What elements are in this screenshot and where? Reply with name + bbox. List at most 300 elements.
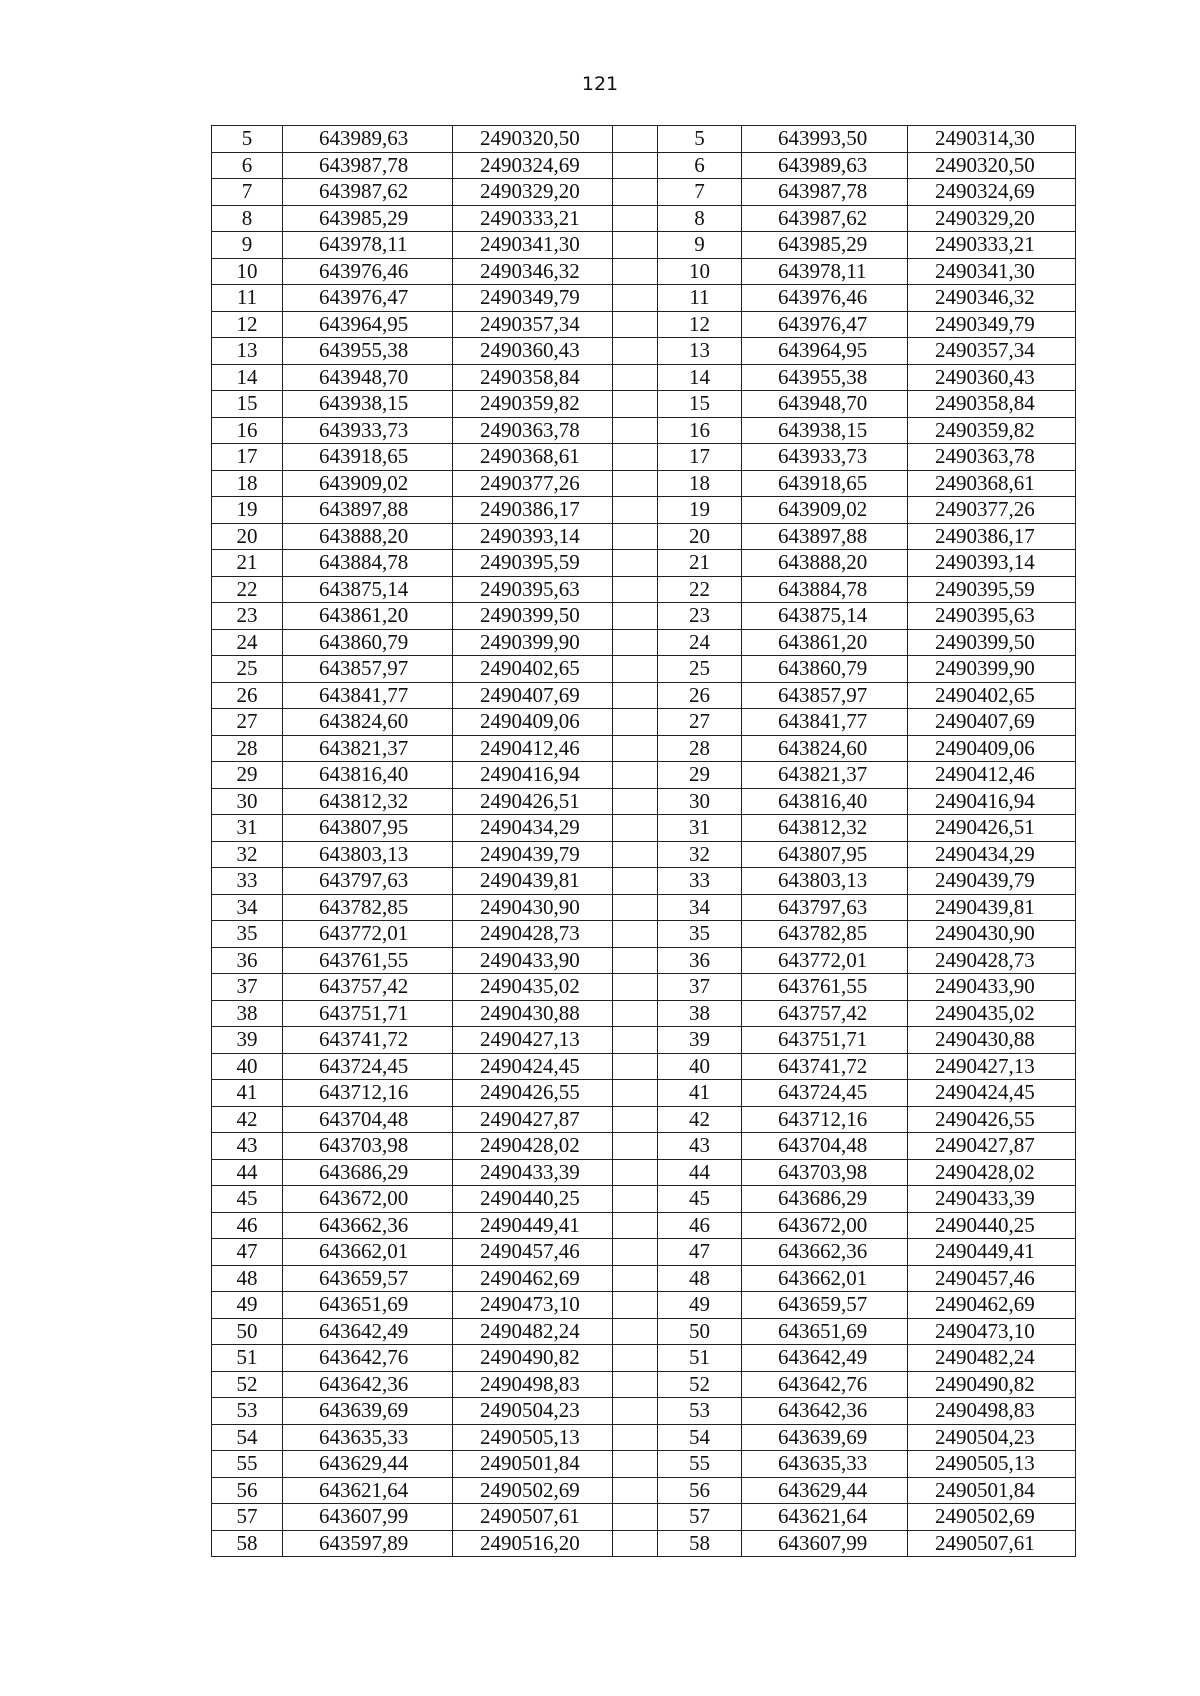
point-number-b-cell: 25 — [658, 656, 742, 683]
point-number-b-cell: 55 — [658, 1451, 742, 1478]
table-row — [212, 921, 1076, 948]
point-number-b-cell: 33 — [658, 868, 742, 895]
column-gap-cell — [613, 974, 658, 1001]
point-number-a-cell: 46 — [212, 1212, 283, 1239]
coordinates-table — [211, 125, 1076, 1557]
column-gap-cell — [613, 550, 658, 577]
x-coordinate-a-cell: 643642,76 — [283, 1345, 453, 1372]
y-coordinate-a-cell: 2490329,20 — [453, 179, 613, 206]
x-coordinate-b-cell: 643985,29 — [742, 232, 908, 259]
column-gap-cell — [613, 179, 658, 206]
column-gap-cell — [613, 1504, 658, 1531]
y-coordinate-a-cell: 2490320,50 — [453, 126, 613, 153]
y-coordinate-a-cell: 2490399,90 — [453, 629, 613, 656]
point-number-a-cell: 31 — [212, 815, 283, 842]
x-coordinate-b-cell: 643704,48 — [742, 1133, 908, 1160]
x-coordinate-a-cell: 643985,29 — [283, 205, 453, 232]
x-coordinate-a-cell: 643888,20 — [283, 523, 453, 550]
column-gap-cell — [613, 1265, 658, 1292]
table-row — [212, 868, 1076, 895]
table-row — [212, 1106, 1076, 1133]
table-row — [212, 735, 1076, 762]
point-number-a-cell: 7 — [212, 179, 283, 206]
column-gap-cell — [613, 947, 658, 974]
point-number-b-cell: 47 — [658, 1239, 742, 1266]
y-coordinate-a-cell: 2490346,32 — [453, 258, 613, 285]
point-number-b-cell: 15 — [658, 391, 742, 418]
x-coordinate-b-cell: 643607,99 — [742, 1530, 908, 1557]
y-coordinate-b-cell: 2490439,79 — [908, 868, 1076, 895]
column-gap-cell — [613, 709, 658, 736]
y-coordinate-a-cell: 2490399,50 — [453, 603, 613, 630]
x-coordinate-b-cell: 643875,14 — [742, 603, 908, 630]
column-gap-cell — [613, 1239, 658, 1266]
x-coordinate-b-cell: 643933,73 — [742, 444, 908, 471]
point-number-a-cell: 13 — [212, 338, 283, 365]
column-gap-cell — [613, 1053, 658, 1080]
x-coordinate-b-cell: 643993,50 — [742, 126, 908, 153]
y-coordinate-a-cell: 2490412,46 — [453, 735, 613, 762]
x-coordinate-b-cell: 643976,46 — [742, 285, 908, 312]
y-coordinate-b-cell: 2490430,88 — [908, 1027, 1076, 1054]
x-coordinate-b-cell: 643897,88 — [742, 523, 908, 550]
y-coordinate-a-cell: 2490358,84 — [453, 364, 613, 391]
y-coordinate-b-cell: 2490399,50 — [908, 629, 1076, 656]
point-number-a-cell: 18 — [212, 470, 283, 497]
table-row — [212, 1530, 1076, 1557]
x-coordinate-b-cell: 643757,42 — [742, 1000, 908, 1027]
y-coordinate-b-cell: 2490428,73 — [908, 947, 1076, 974]
point-number-a-cell: 22 — [212, 576, 283, 603]
x-coordinate-b-cell: 643884,78 — [742, 576, 908, 603]
column-gap-cell — [613, 311, 658, 338]
y-coordinate-a-cell: 2490427,13 — [453, 1027, 613, 1054]
table-row — [212, 1424, 1076, 1451]
table-row — [212, 974, 1076, 1001]
column-gap-cell — [613, 470, 658, 497]
x-coordinate-a-cell: 643704,48 — [283, 1106, 453, 1133]
point-number-a-cell: 26 — [212, 682, 283, 709]
table-row — [212, 1027, 1076, 1054]
y-coordinate-a-cell: 2490349,79 — [453, 285, 613, 312]
point-number-a-cell: 56 — [212, 1477, 283, 1504]
x-coordinate-b-cell: 643812,32 — [742, 815, 908, 842]
table-row — [212, 762, 1076, 789]
table-row — [212, 1451, 1076, 1478]
y-coordinate-b-cell: 2490428,02 — [908, 1159, 1076, 1186]
point-number-b-cell: 10 — [658, 258, 742, 285]
column-gap-cell — [613, 1212, 658, 1239]
x-coordinate-b-cell: 643816,40 — [742, 788, 908, 815]
column-gap-cell — [613, 629, 658, 656]
y-coordinate-a-cell: 2490490,82 — [453, 1345, 613, 1372]
x-coordinate-a-cell: 643987,62 — [283, 179, 453, 206]
x-coordinate-a-cell: 643964,95 — [283, 311, 453, 338]
table-row — [212, 497, 1076, 524]
point-number-a-cell: 44 — [212, 1159, 283, 1186]
x-coordinate-a-cell: 643635,33 — [283, 1424, 453, 1451]
y-coordinate-a-cell: 2490433,39 — [453, 1159, 613, 1186]
x-coordinate-a-cell: 643797,63 — [283, 868, 453, 895]
table-row — [212, 338, 1076, 365]
x-coordinate-a-cell: 643803,13 — [283, 841, 453, 868]
x-coordinate-b-cell: 643621,64 — [742, 1504, 908, 1531]
point-number-b-cell: 43 — [658, 1133, 742, 1160]
x-coordinate-a-cell: 643976,46 — [283, 258, 453, 285]
point-number-a-cell: 50 — [212, 1318, 283, 1345]
point-number-a-cell: 53 — [212, 1398, 283, 1425]
y-coordinate-b-cell: 2490462,69 — [908, 1292, 1076, 1319]
x-coordinate-a-cell: 643812,32 — [283, 788, 453, 815]
point-number-a-cell: 39 — [212, 1027, 283, 1054]
point-number-b-cell: 30 — [658, 788, 742, 815]
x-coordinate-b-cell: 643987,62 — [742, 205, 908, 232]
y-coordinate-a-cell: 2490428,02 — [453, 1133, 613, 1160]
y-coordinate-b-cell: 2490426,51 — [908, 815, 1076, 842]
y-coordinate-a-cell: 2490393,14 — [453, 523, 613, 550]
point-number-b-cell: 5 — [658, 126, 742, 153]
x-coordinate-a-cell: 643621,64 — [283, 1477, 453, 1504]
x-coordinate-b-cell: 643635,33 — [742, 1451, 908, 1478]
column-gap-cell — [613, 391, 658, 418]
point-number-b-cell: 54 — [658, 1424, 742, 1451]
y-coordinate-a-cell: 2490333,21 — [453, 205, 613, 232]
column-gap-cell — [613, 1318, 658, 1345]
point-number-b-cell: 22 — [658, 576, 742, 603]
y-coordinate-a-cell: 2490430,90 — [453, 894, 613, 921]
table-row — [212, 1239, 1076, 1266]
y-coordinate-b-cell: 2490490,82 — [908, 1371, 1076, 1398]
x-coordinate-a-cell: 643884,78 — [283, 550, 453, 577]
table-row — [212, 523, 1076, 550]
y-coordinate-b-cell: 2490505,13 — [908, 1451, 1076, 1478]
column-gap-cell — [613, 656, 658, 683]
x-coordinate-b-cell: 643651,69 — [742, 1318, 908, 1345]
point-number-a-cell: 43 — [212, 1133, 283, 1160]
y-coordinate-b-cell: 2490320,50 — [908, 152, 1076, 179]
table-row — [212, 1345, 1076, 1372]
point-number-b-cell: 38 — [658, 1000, 742, 1027]
y-coordinate-b-cell: 2490358,84 — [908, 391, 1076, 418]
point-number-b-cell: 53 — [658, 1398, 742, 1425]
point-number-b-cell: 28 — [658, 735, 742, 762]
table-row — [212, 126, 1076, 153]
y-coordinate-b-cell: 2490402,65 — [908, 682, 1076, 709]
x-coordinate-b-cell: 643978,11 — [742, 258, 908, 285]
x-coordinate-b-cell: 643741,72 — [742, 1053, 908, 1080]
table-row — [212, 682, 1076, 709]
column-gap-cell — [613, 258, 658, 285]
point-number-a-cell: 15 — [212, 391, 283, 418]
x-coordinate-a-cell: 643607,99 — [283, 1504, 453, 1531]
y-coordinate-a-cell: 2490428,73 — [453, 921, 613, 948]
y-coordinate-a-cell: 2490395,63 — [453, 576, 613, 603]
column-gap-cell — [613, 788, 658, 815]
point-number-a-cell: 40 — [212, 1053, 283, 1080]
x-coordinate-a-cell: 643662,01 — [283, 1239, 453, 1266]
y-coordinate-a-cell: 2490449,41 — [453, 1212, 613, 1239]
x-coordinate-b-cell: 643751,71 — [742, 1027, 908, 1054]
y-coordinate-a-cell: 2490363,78 — [453, 417, 613, 444]
column-gap-cell — [613, 1398, 658, 1425]
column-gap-cell — [613, 285, 658, 312]
column-gap-cell — [613, 152, 658, 179]
y-coordinate-b-cell: 2490412,46 — [908, 762, 1076, 789]
column-gap-cell — [613, 1345, 658, 1372]
y-coordinate-b-cell: 2490386,17 — [908, 523, 1076, 550]
table-row — [212, 1292, 1076, 1319]
point-number-b-cell: 6 — [658, 152, 742, 179]
table-row — [212, 1133, 1076, 1160]
point-number-a-cell: 17 — [212, 444, 283, 471]
y-coordinate-a-cell: 2490502,69 — [453, 1477, 613, 1504]
point-number-a-cell: 55 — [212, 1451, 283, 1478]
y-coordinate-a-cell: 2490386,17 — [453, 497, 613, 524]
column-gap-cell — [613, 1292, 658, 1319]
y-coordinate-b-cell: 2490435,02 — [908, 1000, 1076, 1027]
point-number-a-cell: 35 — [212, 921, 283, 948]
point-number-b-cell: 49 — [658, 1292, 742, 1319]
x-coordinate-b-cell: 643857,97 — [742, 682, 908, 709]
y-coordinate-a-cell: 2490482,24 — [453, 1318, 613, 1345]
x-coordinate-b-cell: 643964,95 — [742, 338, 908, 365]
table-row — [212, 788, 1076, 815]
x-coordinate-b-cell: 643888,20 — [742, 550, 908, 577]
y-coordinate-a-cell: 2490439,81 — [453, 868, 613, 895]
x-coordinate-b-cell: 643772,01 — [742, 947, 908, 974]
x-coordinate-a-cell: 643933,73 — [283, 417, 453, 444]
column-gap-cell — [613, 1477, 658, 1504]
x-coordinate-b-cell: 643803,13 — [742, 868, 908, 895]
point-number-a-cell: 24 — [212, 629, 283, 656]
y-coordinate-a-cell: 2490462,69 — [453, 1265, 613, 1292]
table-row — [212, 152, 1076, 179]
column-gap-cell — [613, 603, 658, 630]
x-coordinate-a-cell: 643686,29 — [283, 1159, 453, 1186]
point-number-a-cell: 21 — [212, 550, 283, 577]
y-coordinate-a-cell: 2490501,84 — [453, 1451, 613, 1478]
column-gap-cell — [613, 1027, 658, 1054]
x-coordinate-a-cell: 643772,01 — [283, 921, 453, 948]
column-gap-cell — [613, 497, 658, 524]
table-row — [212, 1159, 1076, 1186]
table-row — [212, 603, 1076, 630]
point-number-a-cell: 54 — [212, 1424, 283, 1451]
point-number-a-cell: 11 — [212, 285, 283, 312]
y-coordinate-b-cell: 2490368,61 — [908, 470, 1076, 497]
table-row — [212, 470, 1076, 497]
table-row — [212, 550, 1076, 577]
y-coordinate-b-cell: 2490434,29 — [908, 841, 1076, 868]
point-number-b-cell: 51 — [658, 1345, 742, 1372]
y-coordinate-b-cell: 2490324,69 — [908, 179, 1076, 206]
x-coordinate-b-cell: 643821,37 — [742, 762, 908, 789]
point-number-a-cell: 25 — [212, 656, 283, 683]
y-coordinate-b-cell: 2490427,87 — [908, 1133, 1076, 1160]
column-gap-cell — [613, 417, 658, 444]
x-coordinate-b-cell: 643938,15 — [742, 417, 908, 444]
table-row — [212, 311, 1076, 338]
x-coordinate-a-cell: 643724,45 — [283, 1053, 453, 1080]
x-coordinate-b-cell: 643782,85 — [742, 921, 908, 948]
x-coordinate-a-cell: 643875,14 — [283, 576, 453, 603]
column-gap-cell — [613, 1159, 658, 1186]
y-coordinate-a-cell: 2490424,45 — [453, 1053, 613, 1080]
y-coordinate-b-cell: 2490473,10 — [908, 1318, 1076, 1345]
point-number-b-cell: 16 — [658, 417, 742, 444]
x-coordinate-a-cell: 643857,97 — [283, 656, 453, 683]
table-row — [212, 1371, 1076, 1398]
table-row — [212, 656, 1076, 683]
column-gap-cell — [613, 1451, 658, 1478]
point-number-b-cell: 39 — [658, 1027, 742, 1054]
x-coordinate-a-cell: 643703,98 — [283, 1133, 453, 1160]
y-coordinate-b-cell: 2490507,61 — [908, 1530, 1076, 1557]
point-number-b-cell: 56 — [658, 1477, 742, 1504]
point-number-b-cell: 27 — [658, 709, 742, 736]
x-coordinate-a-cell: 643918,65 — [283, 444, 453, 471]
column-gap-cell — [613, 126, 658, 153]
x-coordinate-b-cell: 643807,95 — [742, 841, 908, 868]
table-row — [212, 417, 1076, 444]
y-coordinate-b-cell: 2490424,45 — [908, 1080, 1076, 1107]
point-number-a-cell: 14 — [212, 364, 283, 391]
y-coordinate-a-cell: 2490435,02 — [453, 974, 613, 1001]
x-coordinate-a-cell: 643861,20 — [283, 603, 453, 630]
y-coordinate-a-cell: 2490324,69 — [453, 152, 613, 179]
x-coordinate-a-cell: 643948,70 — [283, 364, 453, 391]
x-coordinate-a-cell: 643938,15 — [283, 391, 453, 418]
x-coordinate-b-cell: 643989,63 — [742, 152, 908, 179]
x-coordinate-b-cell: 643642,76 — [742, 1371, 908, 1398]
point-number-a-cell: 8 — [212, 205, 283, 232]
x-coordinate-a-cell: 643642,49 — [283, 1318, 453, 1345]
point-number-a-cell: 9 — [212, 232, 283, 259]
x-coordinate-a-cell: 643987,78 — [283, 152, 453, 179]
table-row — [212, 1398, 1076, 1425]
table-row — [212, 179, 1076, 206]
point-number-b-cell: 46 — [658, 1212, 742, 1239]
table-row — [212, 815, 1076, 842]
x-coordinate-a-cell: 643989,63 — [283, 126, 453, 153]
column-gap-cell — [613, 1530, 658, 1557]
x-coordinate-b-cell: 643948,70 — [742, 391, 908, 418]
point-number-b-cell: 35 — [658, 921, 742, 948]
point-number-b-cell: 23 — [658, 603, 742, 630]
y-coordinate-a-cell: 2490505,13 — [453, 1424, 613, 1451]
x-coordinate-a-cell: 643672,00 — [283, 1186, 453, 1213]
x-coordinate-b-cell: 643712,16 — [742, 1106, 908, 1133]
table-row — [212, 947, 1076, 974]
point-number-b-cell: 13 — [658, 338, 742, 365]
column-gap-cell — [613, 894, 658, 921]
y-coordinate-b-cell: 2490449,41 — [908, 1239, 1076, 1266]
point-number-a-cell: 19 — [212, 497, 283, 524]
y-coordinate-a-cell: 2490377,26 — [453, 470, 613, 497]
table-row — [212, 894, 1076, 921]
column-gap-cell — [613, 1133, 658, 1160]
y-coordinate-b-cell: 2490504,23 — [908, 1424, 1076, 1451]
x-coordinate-a-cell: 643629,44 — [283, 1451, 453, 1478]
point-number-b-cell: 44 — [658, 1159, 742, 1186]
y-coordinate-b-cell: 2490433,39 — [908, 1186, 1076, 1213]
y-coordinate-a-cell: 2490516,20 — [453, 1530, 613, 1557]
point-number-b-cell: 58 — [658, 1530, 742, 1557]
y-coordinate-a-cell: 2490440,25 — [453, 1186, 613, 1213]
y-coordinate-b-cell: 2490314,30 — [908, 126, 1076, 153]
table-row — [212, 258, 1076, 285]
column-gap-cell — [613, 815, 658, 842]
x-coordinate-a-cell: 643909,02 — [283, 470, 453, 497]
x-coordinate-b-cell: 643797,63 — [742, 894, 908, 921]
column-gap-cell — [613, 921, 658, 948]
x-coordinate-a-cell: 643651,69 — [283, 1292, 453, 1319]
column-gap-cell — [613, 1186, 658, 1213]
x-coordinate-a-cell: 643751,71 — [283, 1000, 453, 1027]
point-number-a-cell: 37 — [212, 974, 283, 1001]
y-coordinate-a-cell: 2490395,59 — [453, 550, 613, 577]
column-gap-cell — [613, 364, 658, 391]
y-coordinate-b-cell: 2490501,84 — [908, 1477, 1076, 1504]
x-coordinate-b-cell: 643824,60 — [742, 735, 908, 762]
y-coordinate-b-cell: 2490407,69 — [908, 709, 1076, 736]
y-coordinate-b-cell: 2490482,24 — [908, 1345, 1076, 1372]
x-coordinate-b-cell: 643686,29 — [742, 1186, 908, 1213]
x-coordinate-b-cell: 643861,20 — [742, 629, 908, 656]
y-coordinate-b-cell: 2490393,14 — [908, 550, 1076, 577]
y-coordinate-b-cell: 2490329,20 — [908, 205, 1076, 232]
column-gap-cell — [613, 868, 658, 895]
x-coordinate-b-cell: 643642,36 — [742, 1398, 908, 1425]
point-number-b-cell: 20 — [658, 523, 742, 550]
coordinates-table-body — [212, 126, 1076, 1557]
point-number-a-cell: 47 — [212, 1239, 283, 1266]
point-number-b-cell: 40 — [658, 1053, 742, 1080]
point-number-b-cell: 7 — [658, 179, 742, 206]
y-coordinate-a-cell: 2490507,61 — [453, 1504, 613, 1531]
point-number-b-cell: 45 — [658, 1186, 742, 1213]
y-coordinate-a-cell: 2490368,61 — [453, 444, 613, 471]
point-number-a-cell: 33 — [212, 868, 283, 895]
y-coordinate-a-cell: 2490430,88 — [453, 1000, 613, 1027]
point-number-a-cell: 49 — [212, 1292, 283, 1319]
x-coordinate-a-cell: 643978,11 — [283, 232, 453, 259]
x-coordinate-a-cell: 643757,42 — [283, 974, 453, 1001]
table-row — [212, 1265, 1076, 1292]
y-coordinate-b-cell: 2490359,82 — [908, 417, 1076, 444]
x-coordinate-a-cell: 643741,72 — [283, 1027, 453, 1054]
y-coordinate-b-cell: 2490346,32 — [908, 285, 1076, 312]
point-number-a-cell: 28 — [212, 735, 283, 762]
x-coordinate-b-cell: 643724,45 — [742, 1080, 908, 1107]
table-row — [212, 285, 1076, 312]
y-coordinate-a-cell: 2490473,10 — [453, 1292, 613, 1319]
x-coordinate-b-cell: 643662,01 — [742, 1265, 908, 1292]
column-gap-cell — [613, 1106, 658, 1133]
column-gap-cell — [613, 735, 658, 762]
y-coordinate-b-cell: 2490341,30 — [908, 258, 1076, 285]
y-coordinate-b-cell: 2490363,78 — [908, 444, 1076, 471]
point-number-a-cell: 29 — [212, 762, 283, 789]
table-row — [212, 576, 1076, 603]
x-coordinate-b-cell: 643639,69 — [742, 1424, 908, 1451]
table-row — [212, 1477, 1076, 1504]
point-number-a-cell: 52 — [212, 1371, 283, 1398]
x-coordinate-a-cell: 643824,60 — [283, 709, 453, 736]
y-coordinate-b-cell: 2490395,63 — [908, 603, 1076, 630]
point-number-b-cell: 12 — [658, 311, 742, 338]
point-number-a-cell: 6 — [212, 152, 283, 179]
